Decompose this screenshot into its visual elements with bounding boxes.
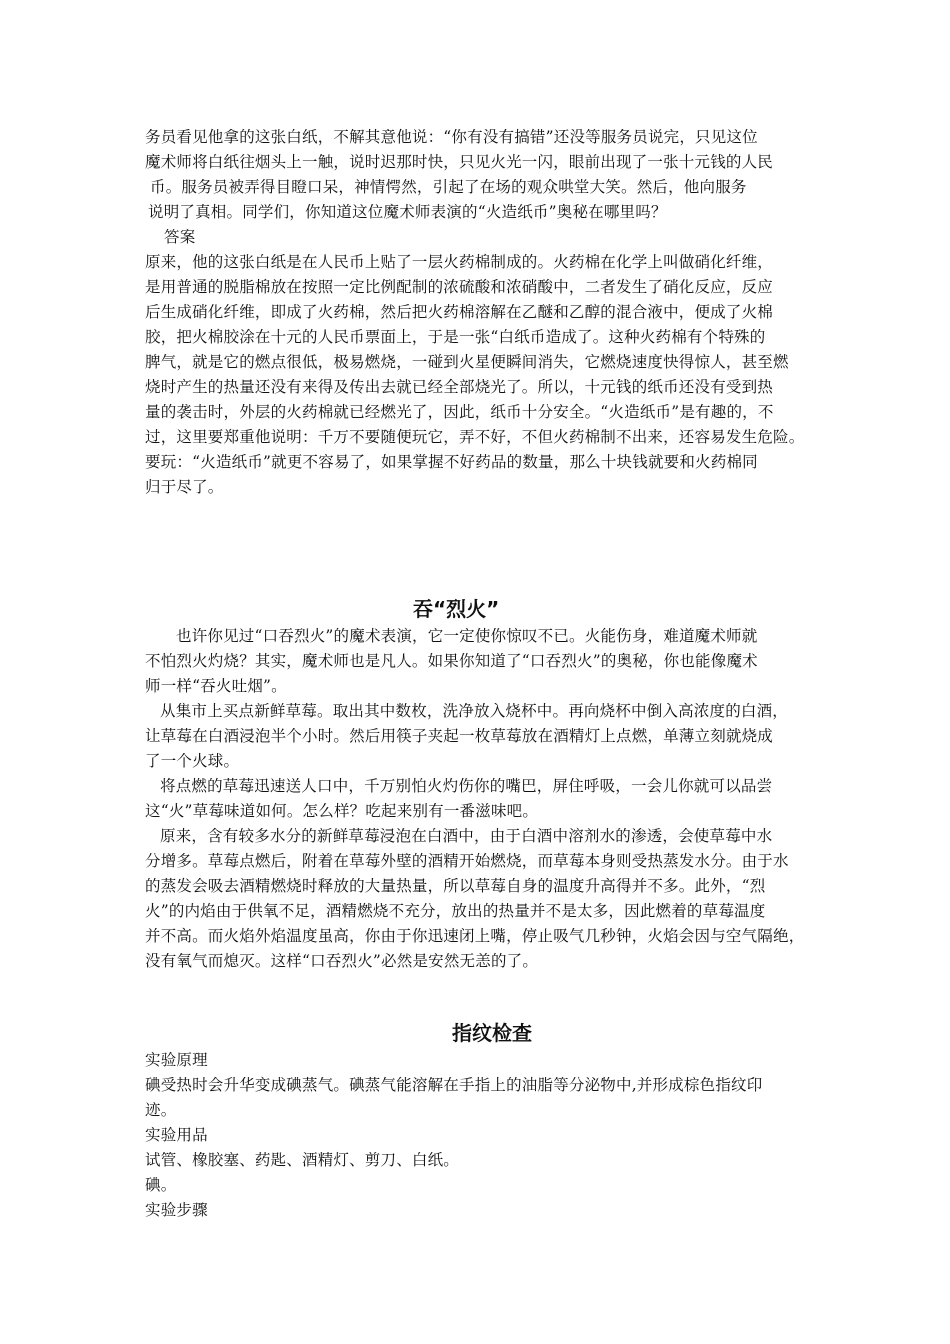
text-line: 过，这里要郑重他说明：千万不要随便玩它，弄不好，不但火药棉制不出来，还容易发生危险。 — [145, 428, 805, 446]
text-line: 后生成硝化纤维，即成了火药棉，然后把火药棉溶解在乙醚和乙醇的混合液中，便成了火棉 — [145, 303, 774, 321]
text-line: 魔术师将白纸往烟头上一触，说时迟那时快，只见火光一闪，眼前出现了一张十元钱的人民 — [145, 153, 774, 171]
section-title: 指纹检查 — [452, 1021, 532, 1045]
text-line: 要玩：“火造纸币”就更不容易了，如果掌握不好药品的数量，那么十块钱就要和火药棉同 — [145, 453, 758, 471]
text-line: 也许你见过“口吞烈火”的魔术表演，它一定使你惊叹不已。火能伤身，难道魔术师就 — [176, 627, 758, 645]
text-line: 并不高。而火焰外焰温度虽高，你由于你迅速闭上嘴，停止吸气几秒钟，火焰会因与空气隔绝， — [145, 927, 805, 945]
text-line: 分增多。草莓点燃后，附着在草莓外壁的酒精开始燃烧，而草莓本身则受热蒸发水分。由于水 — [145, 852, 789, 870]
text-line: 脾气，就是它的燃点很低，极易燃烧，一碰到火星便瞬间消失，它燃烧速度快得惊人，甚至燃 — [145, 353, 789, 371]
text-line: 碘。 — [145, 1176, 177, 1194]
text-line: 没有氧气而熄灭。这样“口吞烈火”必然是安然无恙的了。 — [145, 952, 539, 970]
text-line: 胶，把火棉胶涂在十元的人民币票面上，于是一张“白纸币造成了。这种火药棉有个特殊的 — [145, 328, 766, 346]
text-line: 原来，含有较多水分的新鲜草莓浸泡在白酒中，由于白酒中溶剂水的渗透，会使草莓中水 — [160, 827, 773, 845]
subheading-steps: 实验步骤 — [145, 1201, 208, 1219]
text-line: 师一样“吞火吐烟”。 — [145, 677, 287, 695]
text-line: 币。服务员被弄得目瞪口呆，神情愕然，引起了在场的观众哄堂大笑。然后，他向服务 — [150, 178, 747, 196]
text-line: 火”的内焰由于供氧不足，酒精燃烧不充分，放出的热量并不是太多，因此燃着的草莓温度 — [145, 902, 766, 920]
subheading-principle: 实验原理 — [145, 1051, 208, 1069]
text-line: 将点燃的草莓迅速送人口中，千万别怕火灼伤你的嘴巴，屏住呼吸，一会儿你就可以品尝 — [160, 777, 773, 795]
text-line: 迹。 — [145, 1101, 177, 1119]
text-line: 从集市上买点新鲜草莓。取出其中数枚，洗净放入烧杯中。再向烧杯中倒入高浓度的白酒， — [160, 702, 789, 720]
text-line: 量的袭击时，外层的火药棉就已经燃光了，因此，纸币十分安全。“火造纸币”是有趣的，不 — [145, 403, 774, 421]
text-line: 原来，他的这张白纸是在人民币上贴了一层火药棉制成的。火药棉在化学上叫做硝化纤维， — [145, 253, 774, 271]
subheading-materials: 实验用品 — [145, 1126, 208, 1144]
text-line: 碘受热时会升华变成碘蒸气。碘蒸气能溶解在手指上的油脂等分泌物中,并形成棕色指纹印 — [145, 1076, 763, 1094]
text-line: 是用普通的脱脂棉放在按照一定比例配制的浓硫酸和浓硝酸中，二者发生了硝化反应，反应 — [145, 278, 774, 296]
text-line: 不怕烈火灼烧？其实，魔术师也是凡人。如果你知道了“口吞烈火”的奥秘，你也能像魔术 — [145, 652, 758, 670]
text-line: 试管、橡胶塞、药匙、酒精灯、剪刀、白纸。 — [145, 1151, 460, 1169]
text-line: 说明了真相。同学们，你知道这位魔术师表演的“火造纸币”奥秘在哪里吗？ — [148, 203, 667, 221]
text-line: 烧时产生的热量还没有来得及传出去就已经全部烧光了。所以，十元钱的纸币还没有受到热 — [145, 378, 774, 396]
text-line: 了一个火球。 — [145, 752, 240, 770]
text-line: 的蒸发会吸去酒精燃烧时释放的大量热量，所以草莓自身的温度升高得并不多。此外，“烈 — [145, 877, 766, 895]
text-line: 这“火”草莓味道如何。怎么样？吃起来别有一番滋味吧。 — [145, 802, 539, 820]
section-title: 吞“烈火” — [413, 597, 500, 621]
text-line: 务员看见他拿的这张白纸，不解其意他说：“你有没有搞错”还没等服务员说完，只见这位 — [145, 128, 758, 146]
text-line: 让草莓在白酒浸泡半个小时。然后用筷子夹起一枚草莓放在酒精灯上点燃，单薄立刻就烧成 — [145, 727, 774, 745]
text-line: 归于尽了。 — [145, 478, 224, 496]
answer-label: 答案 — [164, 228, 196, 246]
